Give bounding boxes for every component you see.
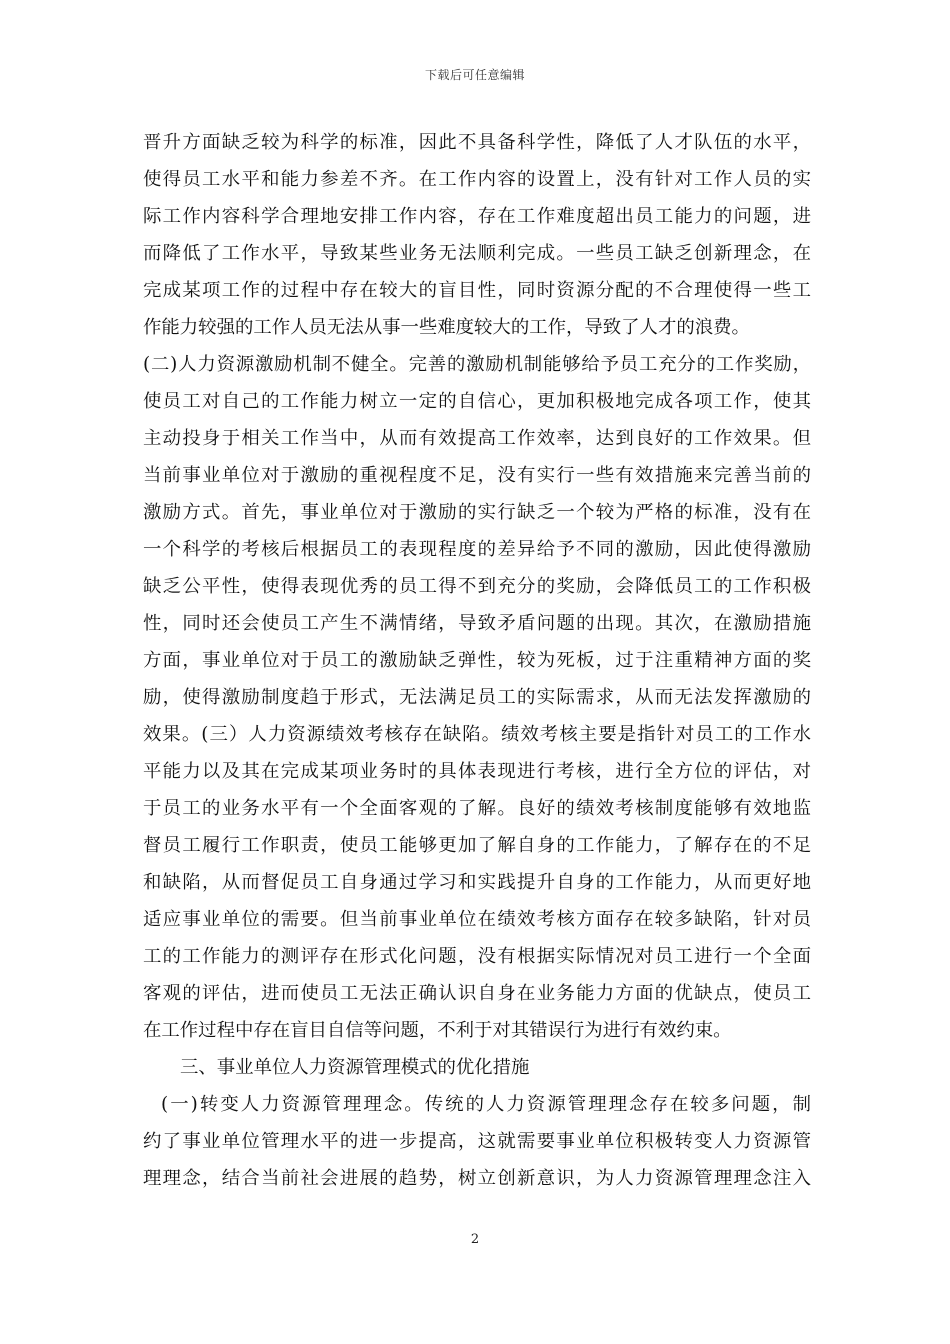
text-line: 作能力较强的工作人员无法从事一些难度较大的工作，导致了人才的浪费。 [143,317,750,338]
document-body [143,124,811,1197]
page-number: 2 [470,1232,480,1247]
text-line: 缺乏公平性，使得表现优秀的员工得不到充分的奖励，会降低员工的工作积极 [143,576,811,597]
text-line: 效果。(三）人力资源绩效考核存在缺陷。绩效考核主要是指针对员工的工作水 [143,724,811,745]
text-line: 和缺陷，从而督促员工自身通过学习和实践提升自身的工作能力，从而更好地 [143,872,811,893]
text-line: 际工作内容科学合理地安排工作内容，存在工作难度超出员工能力的问题，进 [143,206,811,227]
text-line: 主动投身于相关工作当中，从而有效提高工作效率，达到良好的工作效果。但 [143,428,811,449]
text-line: 激励方式。首先，事业单位对于激励的实行缺乏一个较为严格的标准，没有在 [143,502,811,523]
text-line: 工的工作能力的测评存在形式化问题，没有根据实际情况对员工进行一个全面 [143,946,811,967]
text-line: 督员工履行工作职责，使员工能够更加了解自身的工作能力，了解存在的不足 [143,835,811,856]
text-line: 适应事业单位的需要。但当前事业单位在绩效考核方面存在较多缺陷，针对员 [143,909,811,930]
text-line: 方面，事业单位对于员工的激励缺乏弹性，较为死板，过于注重精神方面的奖 [143,650,811,671]
text-line: 完成某项工作的过程中存在较大的盲目性，同时资源分配的不合理使得一些工 [143,280,811,301]
text-line: 理理念，结合当前社会进展的趋势，树立创新意识，为人力资源管理理念注入 [143,1168,811,1189]
text-line: 约了事业单位管理水平的进一步提高，这就需要事业单位积极转变人力资源管 [143,1131,811,1152]
text-line: 当前事业单位对于激励的重视程度不足，没有实行一些有效措施来完善当前的 [143,465,811,486]
text-line: (二)人力资源激励机制不健全。完善的激励机制能够给予员工充分的工作奖励， [143,354,811,375]
text-line: 而降低了工作水平，导致某些业务无法顺利完成。一些员工缺乏创新理念，在 [143,243,811,264]
text-line: 使得员工水平和能力参差不齐。在工作内容的设置上，没有针对工作人员的实 [143,169,811,190]
text-line: 励，使得激励制度趋于形式，无法满足员工的实际需求，从而无法发挥激励的 [143,687,811,708]
text-line: 客观的评估，进而使员工无法正确认识自身在业务能力方面的优缺点，使员工 [143,983,811,1004]
text-line: 平能力以及其在完成某项业务时的具体表现进行考核，进行全方位的评估，对 [143,761,811,782]
text-line: 晋升方面缺乏较为科学的标准，因此不具备科学性，降低了人才队伍的水平， [143,132,811,153]
text-line: 一个科学的考核后根据员工的表现程度的差异给予不同的激励，因此使得激励 [143,539,811,560]
text-line: 于员工的业务水平有一个全面客观的了解。良好的绩效考核制度能够有效地监 [143,798,811,819]
text-line: (一)转变人力资源管理理念。传统的人力资源管理理念存在较多问题，制 [161,1094,811,1115]
text-line: 使员工对自己的工作能力树立一定的自信心，更加积极地完成各项工作，使其 [143,391,811,412]
text-line: 性，同时还会使员工产生不满情绪，导致矛盾问题的出现。其次，在激励措施 [143,613,811,634]
page-header: 下载后可任意编辑 [424,68,525,82]
section-heading: 三、事业单位人力资源管理模式的优化措施 [180,1057,530,1078]
text-line: 在工作过程中存在盲目自信等问题，不利于对其错误行为进行有效约束。 [143,1020,732,1041]
